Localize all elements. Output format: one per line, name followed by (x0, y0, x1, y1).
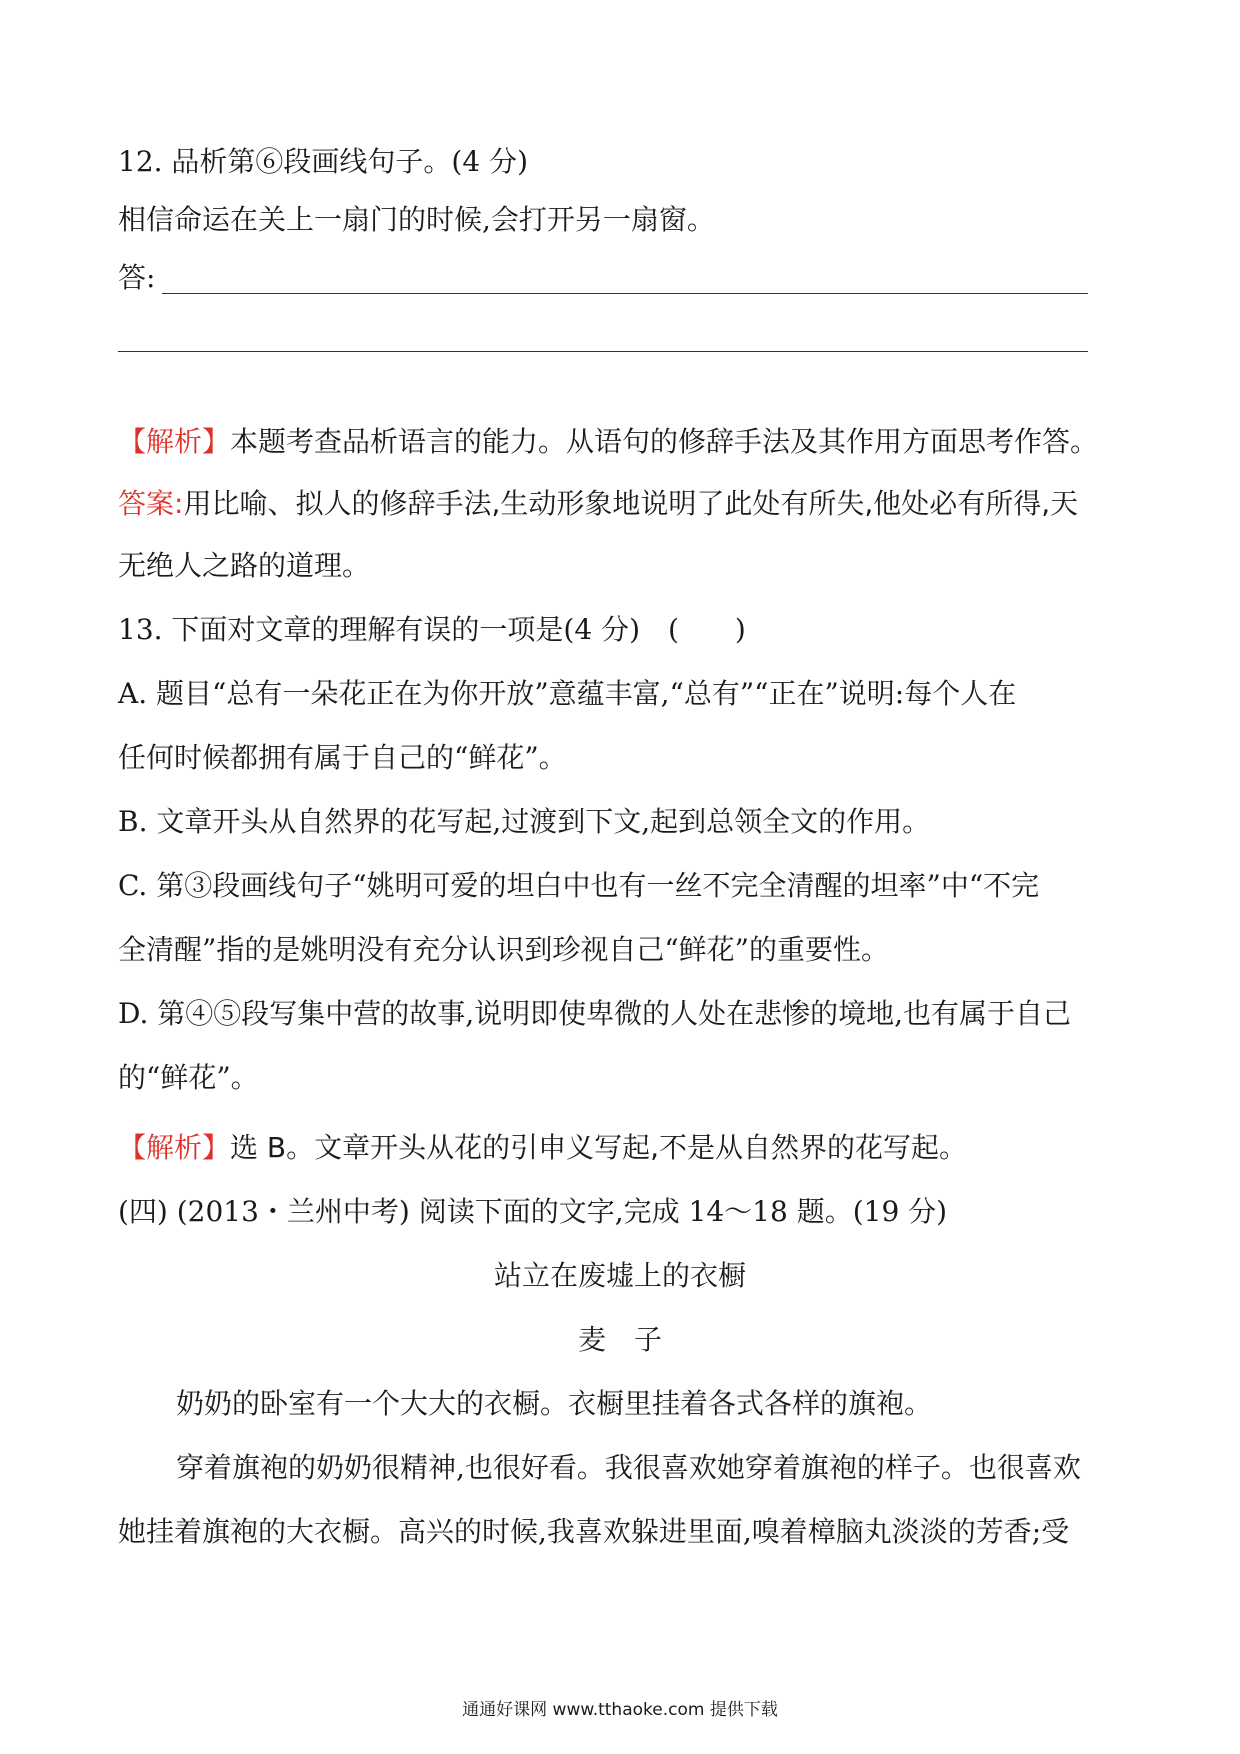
q13-option-a-line-1: A. 题目“总有一朵花正在为你开放”意蕴丰富,“总有”“正在”说明:每个人在 (118, 677, 1017, 710)
article-paragraph-2-line-2: 她挂着旗袍的大衣橱。高兴的时候,我喜欢躲进里面,嗅着樟脑丸淡淡的芳香;受 (118, 1515, 1070, 1548)
answer-text-line-1: 用比喻、拟人的修辞手法,生动形象地说明了此处有所失,他处必有所得,天 (183, 487, 1079, 520)
article-paragraph-1: 奶奶的卧室有一个大大的衣橱。衣橱里挂着各式各样的旗袍。 (176, 1387, 933, 1420)
analysis-tag: 【解析】 (118, 1131, 231, 1164)
q12-title: 12. 品析第⑥段画线句子。(4 分) (118, 145, 528, 178)
analysis-text: 选 B。文章开头从花的引申义写起,不是从自然界的花写起。 (230, 1131, 968, 1164)
q12-answer (118, 484, 1078, 524)
answer-blank-line-1[interactable] (162, 293, 1088, 294)
page-footer: 通通好课网 www.tthaoke.com 提供下载 (462, 1700, 778, 1720)
analysis-text: 本题考查品析语言的能力。从语句的修辞手法及其作用方面思考作答。 (230, 425, 1099, 458)
q12-answer-prefix: 答: (118, 261, 156, 294)
article-title: 站立在废墟上的衣橱 (493, 1259, 746, 1292)
q13-option-a-line-2: 任何时候都拥有属于自己的“鲜花”。 (118, 741, 567, 774)
article-author: 麦 子 (577, 1323, 662, 1356)
answer-blank-line-2[interactable] (118, 351, 1088, 352)
q12-analysis (118, 422, 1098, 462)
q13-option-b: B. 文章开头从自然界的花写起,过渡到下文,起到总领全文的作用。 (118, 805, 931, 838)
q13-option-d-line-1: D. 第④⑤段写集中营的故事,说明即使卑微的人处在悲惨的境地,也有属于自己 (118, 997, 1072, 1030)
q13-option-c-line-1: C. 第③段画线句子“姚明可爱的坦白中也有一丝不完全清醒的坦率”中“不完 (118, 869, 1040, 902)
article-paragraph-2-line-1: 穿着旗袍的奶奶很精神,也很好看。我很喜欢她穿着旗袍的样子。也很喜欢 (176, 1451, 1081, 1484)
q13-option-d-line-2: 的“鲜花”。 (118, 1061, 259, 1094)
q13-option-c-line-2: 全清醒”指的是姚明没有充分认识到珍视自己“鲜花”的重要性。 (118, 933, 889, 966)
answer-text-line-2: 无绝人之路的道理。 (118, 549, 371, 582)
q13-title: 13. 下面对文章的理解有误的一项是(4 分) ( ) (118, 613, 746, 646)
answer-tag: 答案: (118, 487, 184, 520)
section4-heading: (四) (2013・兰州中考) 阅读下面的文字,完成 14～18 题。(19 分) (118, 1195, 948, 1228)
analysis-tag: 【解析】 (118, 425, 231, 458)
q12-sentence: 相信命运在关上一扇门的时候,会打开另一扇窗。 (118, 203, 715, 236)
q13-analysis (118, 1128, 967, 1168)
